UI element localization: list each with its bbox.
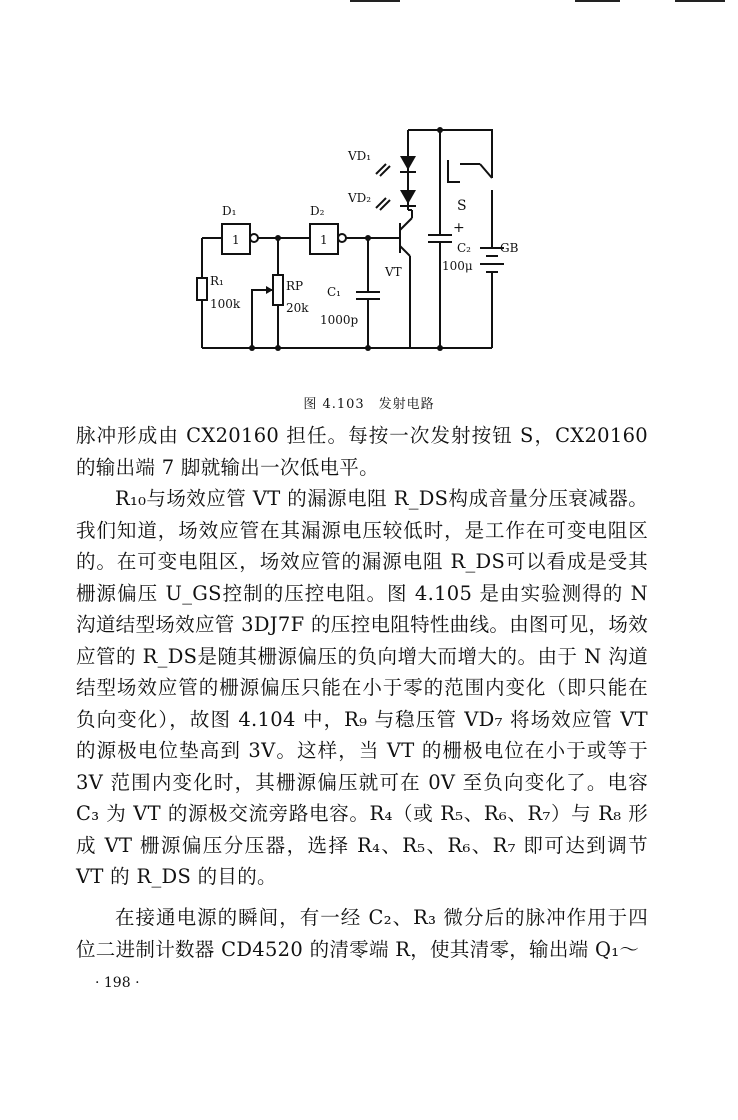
r1-label: R₁ [210,274,224,288]
gate-d1-label: D₁ [222,204,237,218]
vt-label: VT [385,265,402,279]
paragraph-2: R₁₀与场效应管 VT 的漏源电阻 R_DS构成音量分压衰减器。我们知道，场效应管在其漏源电压较低时，是工作在可变电阻区的。在可变电阻区，场效应管的漏源电阻 R_DS可以看成是受其栅源偏压 U_GS控制的压控电阻。图 4.105 是由实验测得的 N 沟道结型场效应管 3DJ7F 的压控电阻特性曲线。由图可见，场效应管的 R_DS是随其栅源偏压的负向增大而增大的。由于 N 沟道结型场效应管的栅源偏压只能在小于零的范围内变化（即只能在负向变化），故图 4.104 中，R₉ 与稳压管 VD₇ 将场效应管 VT 的源极电位垫高到 3V。这样，当 VT 的栅极电位在小于或等于 3V 范围内变化时，其栅源偏压就可在 0V 至负向变化了。电容 C₃ 为 VT 的源极交流旁路电容。R₄（或 R₅、R₆、R₇）与 R₈ 形成 VT 栅源偏压分压器，选择 R₄、R₅、R₆、R₇ 即可达到调节 VT 的 R_DS 的目的。 [76,487,648,888]
gate-d1-symbol: 1 [232,233,240,247]
page-number: · 198 · [95,975,140,991]
rp-value: 20k [286,301,309,315]
gate-d1-bubble [250,234,258,242]
c1-value: 1000p [320,313,359,327]
transmitter-circuit-diagram [180,120,540,365]
figure-caption: 图 4.103 发射电路 [303,397,435,412]
gate-d2-label: D₂ [310,204,325,218]
paragraph-3: 在接通电源的瞬间，有一经 C₂、R₃ 微分后的脉冲作用于四位二进制计数器 CD4520 的清零端 R，使其清零，输出端 Q₁～ [76,906,648,961]
vd2-label: VD₂ [348,191,372,205]
c2-plus: + [453,220,465,236]
switch-label: S [457,198,467,214]
vd1-label: VD₁ [348,149,372,163]
resistor-r1 [197,278,207,300]
switch-s [448,160,460,182]
top-rule-3 [675,0,725,2]
c2-label: C₂ [457,241,471,255]
battery-label: GB [500,241,519,255]
led-vd1 [400,156,416,170]
r1-value: 100k [210,297,241,311]
led-vd2 [400,190,416,204]
gate-d2-symbol: 1 [320,233,328,247]
top-rule-1 [350,0,400,2]
top-wire [408,130,492,178]
rp-label: RP [286,279,304,293]
top-rule-2 [575,0,620,2]
paragraph-1: 脉冲形成由 CX20160 担任。每按一次发射按钮 S，CX20160 的输出端 7 脚就输出一次低电平。 [76,424,648,479]
c2-value: 100μ [442,259,473,273]
potentiometer-rp [273,275,283,305]
gate-d2-bubble [338,234,346,242]
c1-label: C₁ [327,285,341,299]
